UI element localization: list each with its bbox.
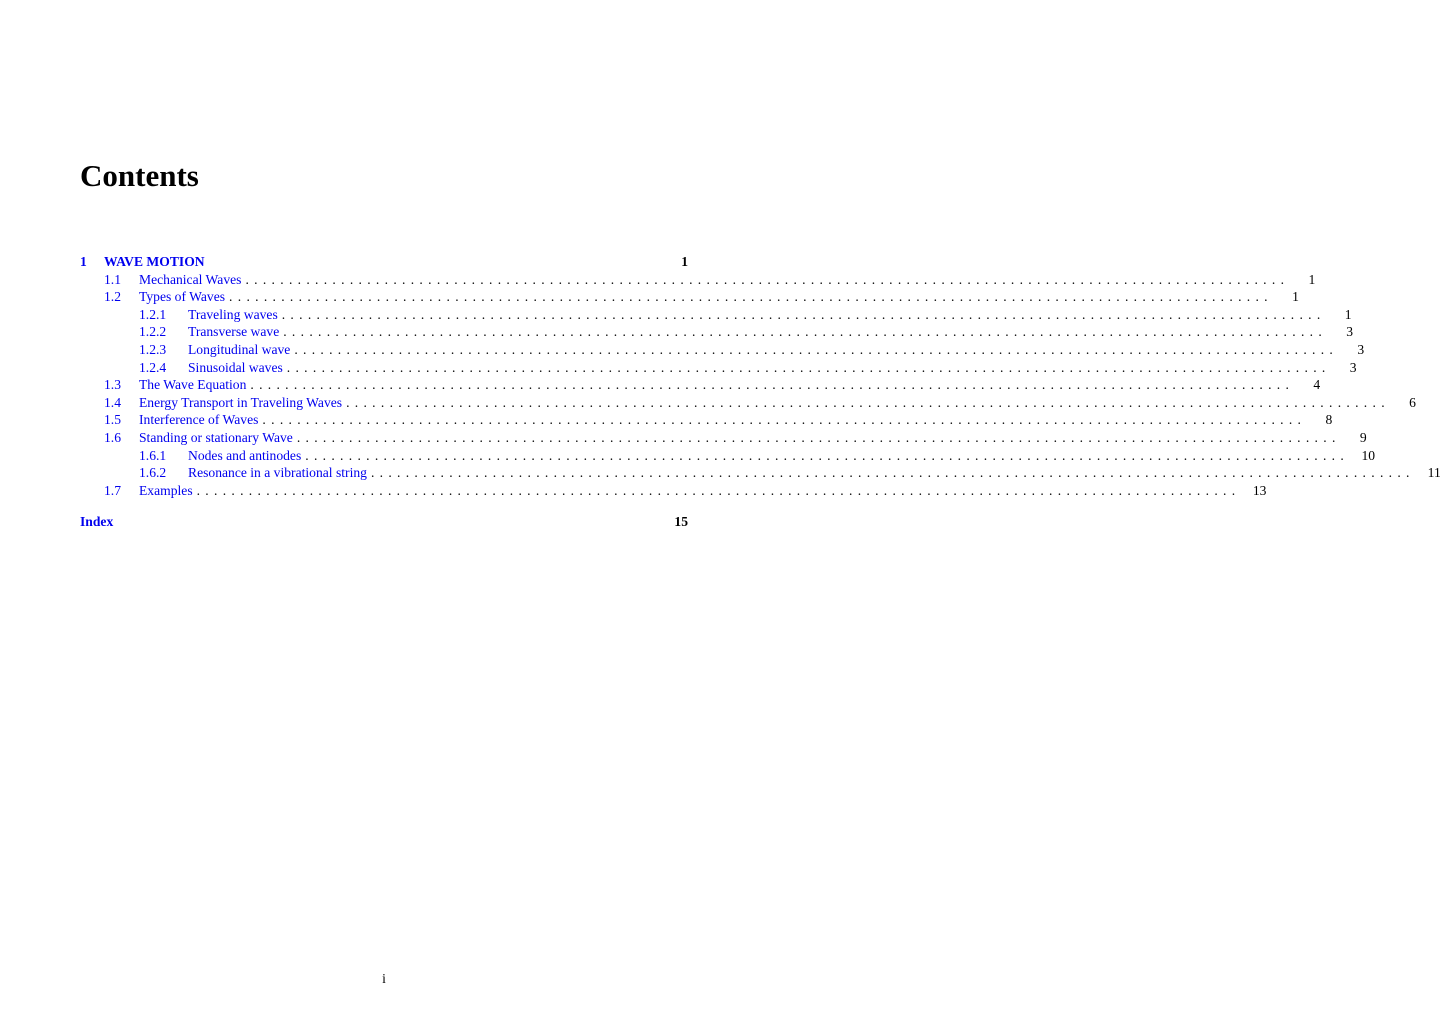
toc-entry-title[interactable]: Interference of Waves [139, 412, 259, 428]
toc-entry-page: 9 [1359, 429, 1367, 445]
toc-entry-page: 13 [1252, 482, 1267, 498]
dot-leader: ........................................................................................................................ [296, 429, 1341, 445]
toc-index-entry[interactable] [80, 513, 688, 531]
toc-entry-title[interactable]: Traveling waves [188, 306, 278, 322]
toc-entry-number: 1.6 [104, 429, 121, 445]
toc-index-title[interactable]: Index [80, 514, 114, 530]
page-title: Contents [80, 158, 199, 193]
toc-entry-title[interactable]: The Wave Equation [139, 377, 247, 393]
toc-chapter-entry[interactable] [80, 253, 688, 271]
toc-entry-title[interactable]: Resonance in a vibrational string [188, 465, 367, 481]
toc-subsection-entry[interactable] [80, 447, 1376, 465]
toc-subsection-entry[interactable] [80, 323, 1354, 341]
toc-subsection-entry[interactable] [80, 359, 1357, 377]
toc-entry-page: 8 [1325, 412, 1333, 428]
toc-entry-title[interactable]: Energy Transport in Traveling Waves [139, 394, 343, 410]
toc-entry-title[interactable]: Longitudinal wave [188, 341, 291, 357]
dot-leader: ........................................................................................................................ [229, 289, 1273, 305]
toc-entry-number: 1.7 [104, 482, 121, 498]
table-of-contents [80, 253, 1441, 531]
toc-entry-number: 1.6.1 [139, 447, 167, 463]
toc-entry-number: 1.2.1 [139, 306, 167, 322]
toc-entry-page: 10 [1361, 447, 1376, 463]
toc-entry-number: 1.2.3 [139, 341, 167, 357]
toc-entry-title[interactable]: Types of Waves [139, 289, 226, 305]
toc-entry-title[interactable]: Nodes and antinodes [188, 447, 302, 463]
toc-entry-number: 1.2 [104, 289, 121, 305]
dot-leader: ........................................................................................................................ [294, 341, 1339, 357]
toc-subsection-entry[interactable] [80, 341, 1365, 359]
toc-chapter-page: 1 [681, 254, 688, 269]
dot-leader: ........................................................................................................................ [370, 465, 1415, 481]
toc-entry-page: 3 [1346, 324, 1354, 340]
toc-index-page: 15 [674, 514, 688, 530]
dot-leader: ........................................................................................................................ [281, 306, 1326, 322]
toc-section-entry[interactable] [80, 482, 1267, 500]
toc-entry-title[interactable]: Mechanical Waves [139, 271, 242, 287]
toc-entry-title[interactable]: Transverse wave [188, 324, 280, 340]
toc-entry-title[interactable]: Standing or stationary Wave [139, 429, 293, 445]
toc-section-entry[interactable] [80, 271, 1316, 289]
toc-entry-number: 1.2.2 [139, 324, 167, 340]
dot-leader: ........................................................................................................................ [262, 412, 1307, 428]
toc-entry-number: 1.4 [104, 394, 121, 410]
toc-entry-page: 6 [1409, 394, 1416, 410]
toc-entry-number: 1.2.4 [139, 359, 167, 375]
toc-entry-page: 4 [1313, 377, 1321, 393]
toc-entry-title[interactable]: Examples [139, 482, 193, 498]
toc-entry-page: 11 [1427, 465, 1441, 481]
toc-entry-page: 3 [1349, 359, 1357, 375]
dot-leader: ........................................................................................................................ [305, 447, 1350, 463]
toc-entry-number: 1.5 [104, 412, 121, 428]
toc-entry-title[interactable]: Sinusoidal waves [188, 359, 283, 375]
toc-entry-number: 1.1 [104, 271, 121, 287]
dot-leader: ........................................................................................................................ [245, 271, 1290, 287]
toc-chapter-number: 1 [80, 254, 87, 269]
dot-leader: ........................................................................................................................ [286, 359, 1331, 375]
toc-entry-page: 3 [1357, 341, 1365, 357]
dot-leader: ........................................................................................................................ [346, 394, 1390, 410]
page-number: i [382, 971, 386, 986]
toc-entry-number: 1.3 [104, 377, 121, 393]
dot-leader: ........................................................................................................................ [196, 482, 1241, 498]
toc-entry-page: 1 [1292, 289, 1299, 305]
toc-entry-number: 1.6.2 [139, 465, 167, 481]
toc-section-entry[interactable] [80, 288, 1299, 306]
toc-section-entry[interactable] [80, 429, 1367, 447]
toc-subsection-entry[interactable] [80, 306, 1352, 324]
toc-section-entry[interactable] [80, 376, 1321, 394]
toc-entry-page: 1 [1308, 271, 1316, 287]
dot-leader: ........................................................................................................................ [250, 377, 1295, 393]
toc-entry-page: 1 [1344, 306, 1352, 322]
toc-section-entry[interactable] [80, 411, 1333, 429]
dot-leader: ........................................................................................................................ [283, 324, 1328, 340]
toc-subsection-entry[interactable] [80, 464, 1441, 482]
toc-section-entry[interactable] [80, 394, 1416, 412]
toc-chapter-title[interactable]: WAVE MOTION [104, 254, 205, 269]
